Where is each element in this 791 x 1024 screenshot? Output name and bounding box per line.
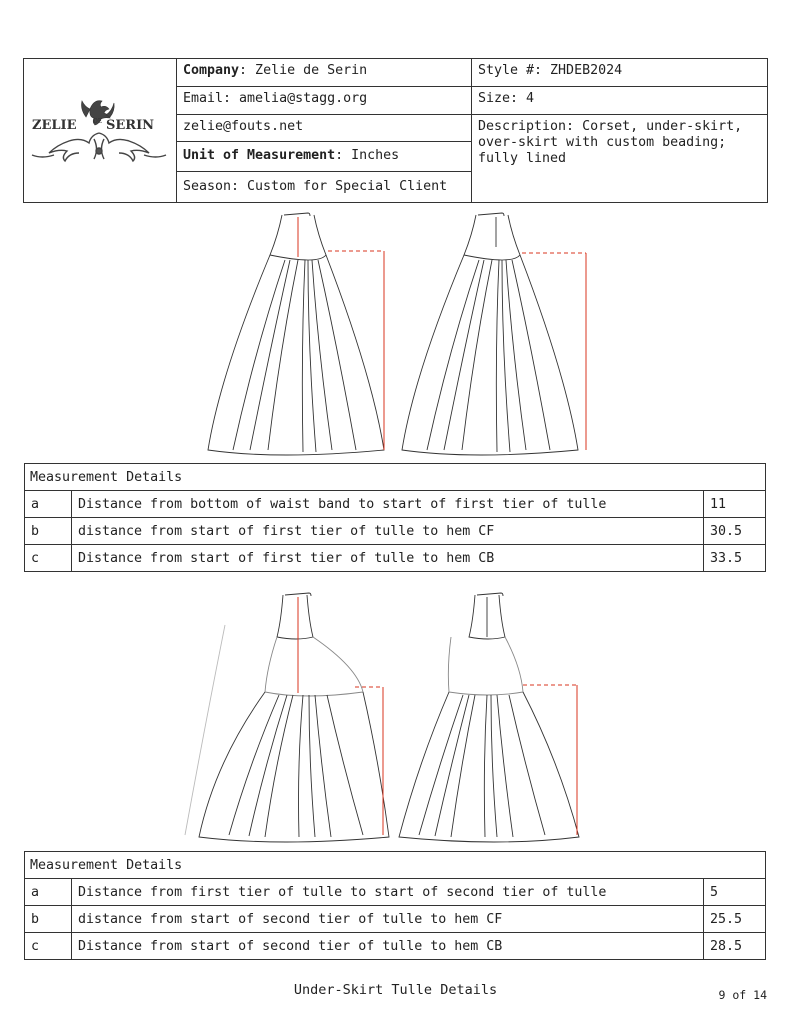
row-value: 5	[704, 879, 766, 906]
header-right-column	[472, 59, 767, 202]
logo-text-left: ZELIE	[32, 118, 77, 133]
header-middle-column	[177, 59, 472, 202]
row-description: Distance from bottom of waist band to start of first tier of tulle	[72, 491, 704, 518]
row-value: 25.5	[704, 906, 766, 933]
row-value: 33.5	[704, 545, 766, 572]
table-row	[25, 906, 766, 933]
email-cell-2: zelie@fouts.net	[177, 115, 471, 142]
brand-logo	[24, 59, 174, 204]
tier-two-sketch	[175, 585, 615, 847]
row-letter: c	[25, 933, 72, 960]
measurement-table-1	[24, 463, 766, 572]
logo-text-small: DE	[93, 118, 103, 125]
spec-header	[23, 58, 768, 203]
unit-value: : Inches	[335, 148, 400, 163]
row-description: Distance from start of second tier of tulle to hem CB	[72, 933, 704, 960]
logo-cell	[24, 59, 177, 202]
back-skirt-drawing	[399, 593, 579, 842]
ornament-icon	[32, 133, 166, 161]
row-letter: c	[25, 545, 72, 572]
row-description: Distance from start of first tier of tulle to hem CB	[72, 545, 704, 572]
table-row	[25, 879, 766, 906]
back-skirt-drawing	[402, 213, 578, 455]
unit-cell	[177, 142, 471, 172]
company-label: Company	[183, 63, 240, 78]
table-row	[25, 518, 766, 545]
description-cell: Description: Corset, under-skirt, over-skirt with custom beading; fully lined	[478, 119, 743, 166]
style-cell: Style #: ZHDEB2024	[472, 59, 767, 87]
row-description: distance from start of second tier of tulle to hem CF	[72, 906, 704, 933]
row-value: 28.5	[704, 933, 766, 960]
table-row	[25, 491, 766, 518]
company-cell	[177, 59, 471, 87]
row-value: 30.5	[704, 518, 766, 545]
size-cell: Size: 4	[472, 87, 767, 115]
row-letter: b	[25, 518, 72, 545]
row-description: Distance from first tier of tulle to start of second tier of tulle	[72, 879, 704, 906]
measurement-table-2	[24, 851, 766, 960]
company-value: : Zelie de Serin	[239, 63, 368, 78]
table-row	[25, 545, 766, 572]
table-title: Measurement Details	[25, 464, 766, 491]
row-value: 11	[704, 491, 766, 518]
row-letter: a	[25, 491, 72, 518]
logo-text-right: SERIN	[106, 118, 155, 133]
front-skirt-drawing	[208, 213, 384, 455]
row-letter: a	[25, 879, 72, 906]
page-number: 9 of 14	[718, 988, 767, 1002]
tier-one-sketch	[190, 205, 610, 460]
table-row	[25, 933, 766, 960]
table-title: Measurement Details	[25, 852, 766, 879]
front-skirt-drawing	[185, 593, 389, 842]
email-cell: Email: amelia@stagg.org	[177, 87, 471, 115]
page-footer-title: Under-Skirt Tulle Details	[293, 982, 498, 998]
row-description: distance from start of first tier of tulle to hem CF	[72, 518, 704, 545]
unit-label: Unit of Measurement	[183, 148, 336, 163]
row-letter: b	[25, 906, 72, 933]
season-cell: Season: Custom for Special Client	[183, 179, 448, 194]
